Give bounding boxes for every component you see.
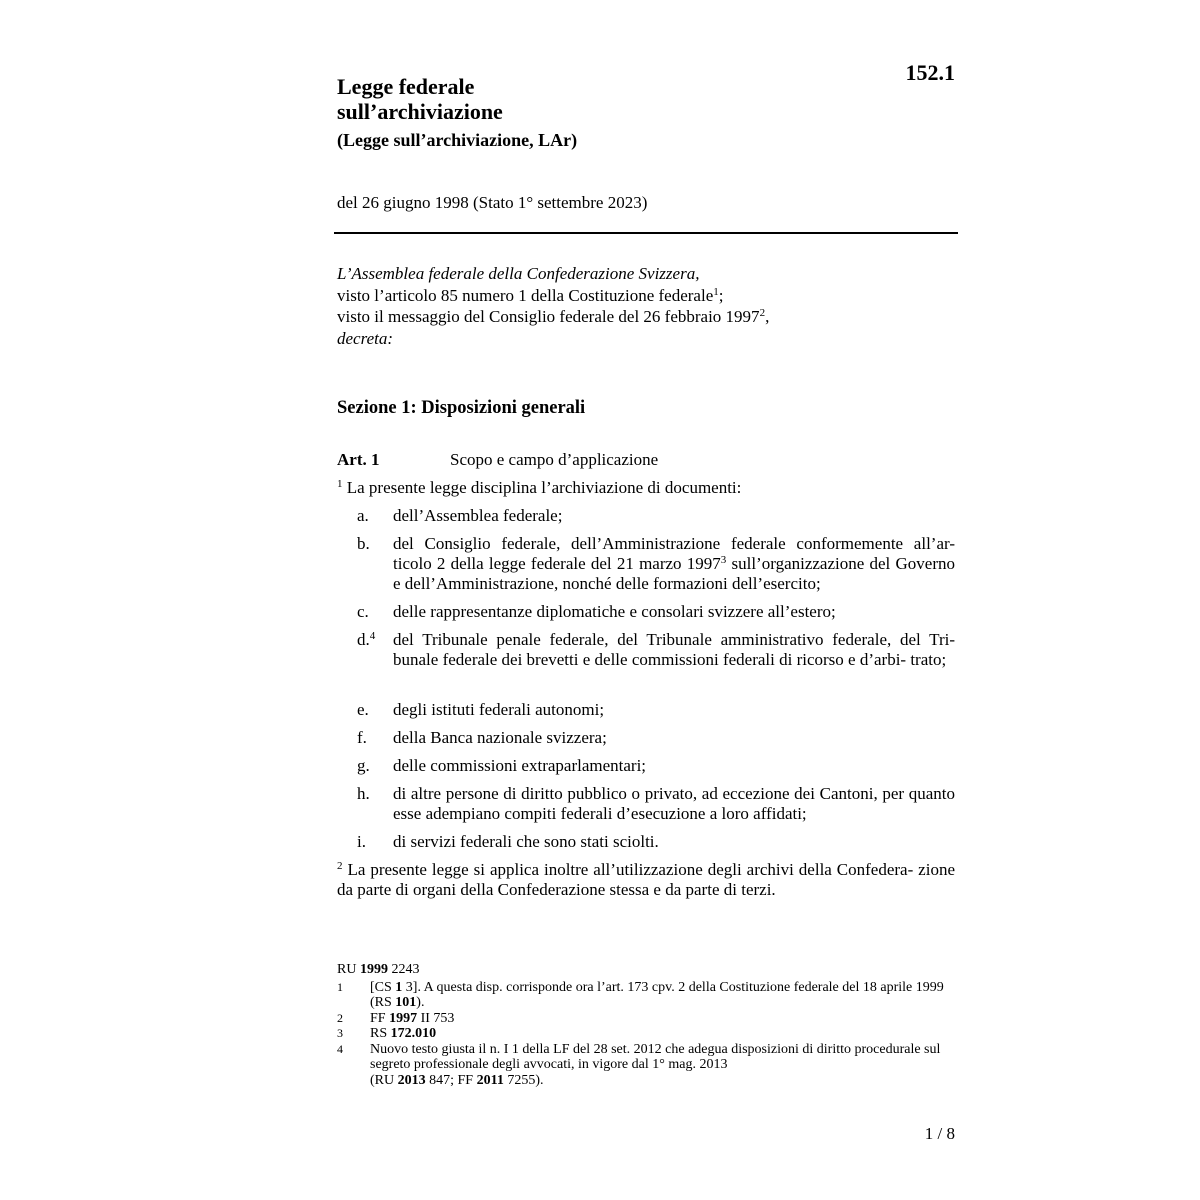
paragraph-number: 1 — [337, 478, 343, 490]
ru-page: 2243 — [387, 962, 420, 977]
preamble-authority: L’Assemblea federale della Confederazione Svizzera, — [337, 264, 700, 283]
fn-bold: 1 — [395, 979, 403, 995]
footnote-ref-1[interactable]: 1 — [713, 285, 719, 298]
item-label: e. — [357, 700, 369, 719]
item-label: c. — [357, 602, 369, 621]
footnote-4 — [337, 1042, 957, 1089]
preamble — [337, 263, 769, 349]
footnote-text — [370, 1011, 957, 1027]
item-text: delle rappresentanze diplomatiche e consolari svizzere all’estero; — [393, 602, 836, 621]
footnote-text — [370, 980, 957, 1011]
fn-part: Nuovo testo giusta il n. I 1 della LF del 28 set. 2012 che adegua disposizioni di diritto procedurale sul segreto professionale degli avvocati, in vigore dal 1° mag. 2013 — [370, 1041, 941, 1072]
item-label: a. — [357, 506, 369, 525]
fn-bold: 101 — [395, 995, 417, 1010]
fn-bold: 172.010 — [390, 1026, 437, 1041]
article-title: Scopo e campo d’applicazione — [450, 450, 659, 469]
short-title: (Legge sull’archiviazione, LAr) — [337, 130, 578, 150]
item-label: i. — [357, 832, 366, 851]
footnote-3 — [337, 1026, 957, 1042]
item-text: di servizi federali che sono stati sciolti. — [393, 832, 659, 851]
title-line-1: Legge federale — [337, 74, 475, 99]
footnote-1 — [337, 980, 957, 1011]
preamble-basis-2 — [337, 306, 769, 328]
paragraph-number: 2 — [337, 860, 343, 872]
ru-year: 1999 — [359, 962, 388, 977]
fn-part: 3]. A questa disp. corrisponde ora l’art. 173 cpv. 2 della Costituzione federale del 18 aprile 1999 (RS — [370, 979, 944, 1010]
basis-2-end: , — [765, 307, 770, 326]
article-heading — [337, 450, 658, 470]
footnote-ref-3[interactable]: 3 — [720, 554, 727, 566]
footnote-number: 3 — [337, 1026, 343, 1040]
article-paragraph-1 — [337, 478, 955, 498]
fn-part: 847; FF — [425, 1072, 477, 1088]
ru-prefix: RU — [337, 962, 360, 977]
title-line-2: sull’archiviazione — [337, 99, 503, 124]
page-number: 1 / 8 — [924, 1124, 955, 1143]
section-title: Sezione 1: Disposizioni generali — [337, 398, 586, 418]
official-compilation-ref — [337, 962, 957, 978]
law-title — [337, 74, 503, 124]
footnote-number: 1 — [337, 979, 343, 994]
fn-bold: 2013 — [397, 1072, 426, 1088]
footnote-ref-2[interactable]: 2 — [759, 307, 766, 319]
fn-part: FF — [370, 1010, 390, 1026]
footnote-ref-4[interactable]: 4 — [369, 630, 376, 642]
preamble-enacting: decreta: — [337, 328, 394, 348]
item-label-letter: d. — [357, 630, 370, 649]
footnote-number: 2 — [337, 1010, 343, 1025]
fn-part: II 753 — [417, 1010, 455, 1026]
item-text: degli istituti federali autonomi; — [393, 700, 605, 719]
basis-1-end: ; — [718, 285, 724, 305]
basis-2-text: visto il messaggio del Consiglio federale del 26 febbraio 1997 — [337, 307, 760, 326]
footnote-number: 4 — [337, 1041, 343, 1056]
fn-part: ). — [416, 995, 425, 1010]
item-text — [393, 534, 955, 594]
fn-bold: 2011 — [476, 1072, 504, 1088]
article-paragraph-2 — [337, 860, 955, 900]
item-text: dell’Assemblea federale; — [393, 506, 563, 525]
header-divider — [334, 232, 958, 234]
paragraph-text: La presente legge si applica inoltre all’utilizzazione degli archivi della Confedera- zione da parte di organi della Confederazione stessa e da parte di terzi. — [337, 860, 955, 899]
fn-part: (RU — [370, 1072, 398, 1088]
date-line: del 26 giugno 1998 (Stato 1° settembre 2023) — [337, 193, 648, 212]
item-label: g. — [357, 756, 370, 775]
footnote-2 — [337, 1011, 957, 1027]
item-text: della Banca nazionale svizzera; — [393, 728, 607, 747]
basis-1-text: visto l’articolo 85 numero 1 della Costituzione federale — [337, 285, 714, 305]
paragraph-text: La presente legge disciplina l’archiviazione di documenti: — [346, 478, 742, 497]
fn-bold: 1997 — [389, 1010, 418, 1026]
item-label — [357, 630, 393, 650]
item-text: del Tribunale penale federale, del Tribunale amministrativo federale, del Tri- bunale federale dei brevetti e delle commissioni federali di ricorso e d’arbi- trato; — [393, 630, 955, 669]
item-text: delle commissioni extraparlamentari; — [393, 756, 647, 775]
sr-number: 152.1 — [905, 60, 955, 85]
item-label: b. — [357, 534, 370, 553]
footnotes — [337, 962, 957, 1088]
footnote-text — [370, 1042, 957, 1089]
footnote-text — [370, 1026, 957, 1042]
item-label: f. — [357, 728, 367, 747]
article-number: Art. 1 — [337, 450, 380, 469]
fn-part: RS — [370, 1026, 391, 1041]
item-text: di altre persone di diritto pubblico o privato, ad eccezione dei Cantoni, per quanto esse adempiano compiti federali d’esecuzione a loro affidati; — [393, 784, 955, 823]
item-label: h. — [357, 784, 370, 803]
fn-part: 7255). — [503, 1072, 544, 1088]
preamble-basis-1 — [337, 285, 769, 307]
item-text-part: del Consiglio federale, dell’Amministrazione federale conformemente all’ar- ticolo 2 della legge federale del 21 marzo 1997 — [393, 534, 955, 573]
item-text-part: sull’organizzazione del Governo e dell’Amministrazione, nonché delle formazioni dell’esercito; — [393, 554, 955, 593]
fn-part: [CS — [370, 979, 396, 995]
